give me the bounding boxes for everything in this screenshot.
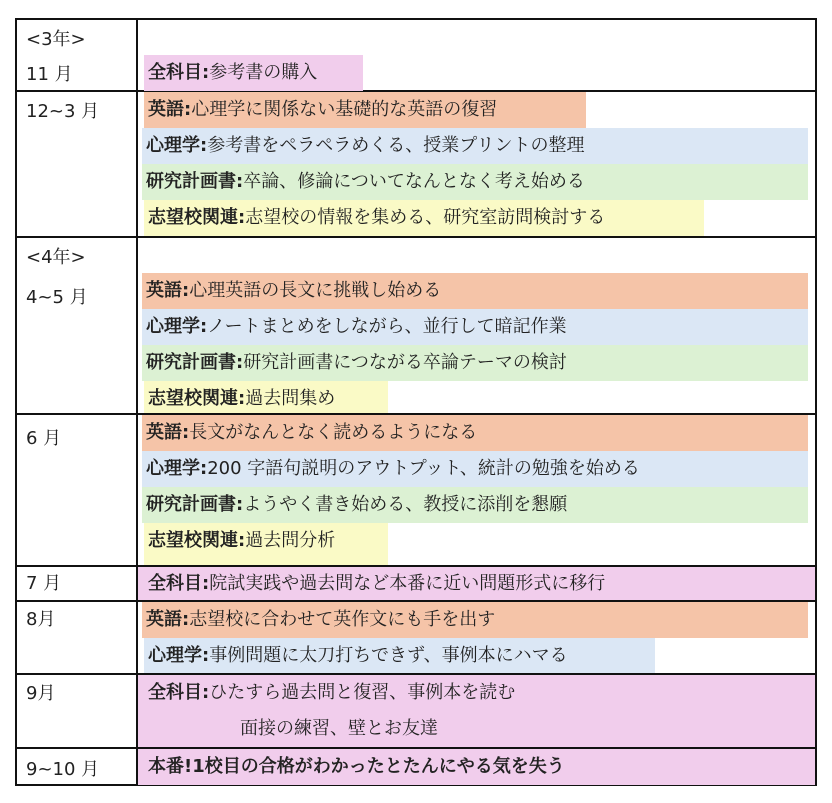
plan-item-research [142,164,808,200]
item-label: 英語: [146,609,190,630]
plan-item-research [142,487,808,523]
month-label: 9~10 月 [26,759,100,780]
item-label: 研究計画書: [146,494,244,515]
plan-item-school [144,200,704,236]
month-label: 8月 [26,609,56,630]
column-divider [136,18,138,786]
item-text: 過去問集め [245,388,336,409]
year-label: <4年> [26,247,86,268]
plan-item-english [142,602,808,638]
plan-item-all [144,55,363,91]
item-text: 心理英語の長文に挑戦し始める [189,280,442,301]
item-text: ノートまとめをしながら、並行して暗記作業 [207,316,567,337]
month-label: 6 月 [26,428,62,449]
month-label: 7 月 [26,573,62,594]
item-text: 長文がなんとなく読めるようになる [189,422,478,443]
year-label: <3年> [26,29,86,50]
row-divider [15,236,817,238]
plan-item-exam [138,749,815,785]
item-text: 志望校に合わせて英作文にも手を出す [189,609,496,630]
plan-item-psychology [142,128,808,164]
month-label: 4~5 月 [26,287,88,308]
item-label: 全科目: [148,573,210,594]
item-label: 心理学: [148,645,210,666]
item-text: 参考書の購入 [209,62,318,83]
item-label: 心理学: [146,316,208,337]
month-label: 11 月 [26,64,73,85]
plan-item-research [142,345,808,381]
plan-item-school [144,523,388,565]
item-label: 心理学: [146,458,208,479]
item-text: 院試実践や過去問など本番に近い問題形式に移行 [209,573,606,594]
item-label: 英語: [146,280,190,301]
item-text: ひたすら過去問と復習、事例本を読む [209,682,516,703]
item-label: 志望校関連: [148,207,246,228]
item-label: 心理学: [146,135,208,156]
item-text: ようやく書き始める、教授に添削を懇願 [243,494,568,515]
plan-item-psychology [142,309,808,345]
item-label: 英語: [148,99,192,120]
item-text: 志望校の情報を集める、研究室訪問検討する [245,207,606,228]
item-label: 研究計画書: [146,171,244,192]
plan-item-all [138,567,815,600]
item-text: 事例問題に太刀打ちできず、事例本にハマる [209,645,568,666]
month-label: 12~3 月 [26,101,100,122]
item-text: 過去問分析 [245,530,336,551]
item-text: 参考書をペラペラめくる、授業プリントの整理 [207,135,585,156]
item-text: 研究計画書につながる卒論テーマの検討 [243,352,567,373]
plan-item-all [138,675,815,747]
item-label: 研究計画書: [146,352,244,373]
plan-item-english [142,273,808,309]
item-text: 卒論、修論についてなんとなく考え始める [243,171,585,192]
plan-item-psychology [142,451,808,487]
plan-item-psychology [144,638,655,673]
plan-item-english [144,92,586,128]
month-label: 9月 [26,683,56,704]
item-label: 本番!1校目の合格がわかったとたんにやる気を失う [148,756,565,777]
item-text: 200 字語句説明のアウトプット、統計の勉強を始める [207,458,640,479]
plan-item-english [142,415,808,451]
item-text-continued: 面接の練習、壁とお友達 [240,718,438,739]
item-label: 全科目: [148,682,210,703]
plan-item-school [144,381,388,413]
item-label: 志望校関連: [148,530,246,551]
item-label: 志望校関連: [148,388,246,409]
item-label: 英語: [146,422,190,443]
item-text: 心理学に関係ない基礎的な英語の復習 [191,99,498,120]
item-label: 全科目: [148,62,210,83]
